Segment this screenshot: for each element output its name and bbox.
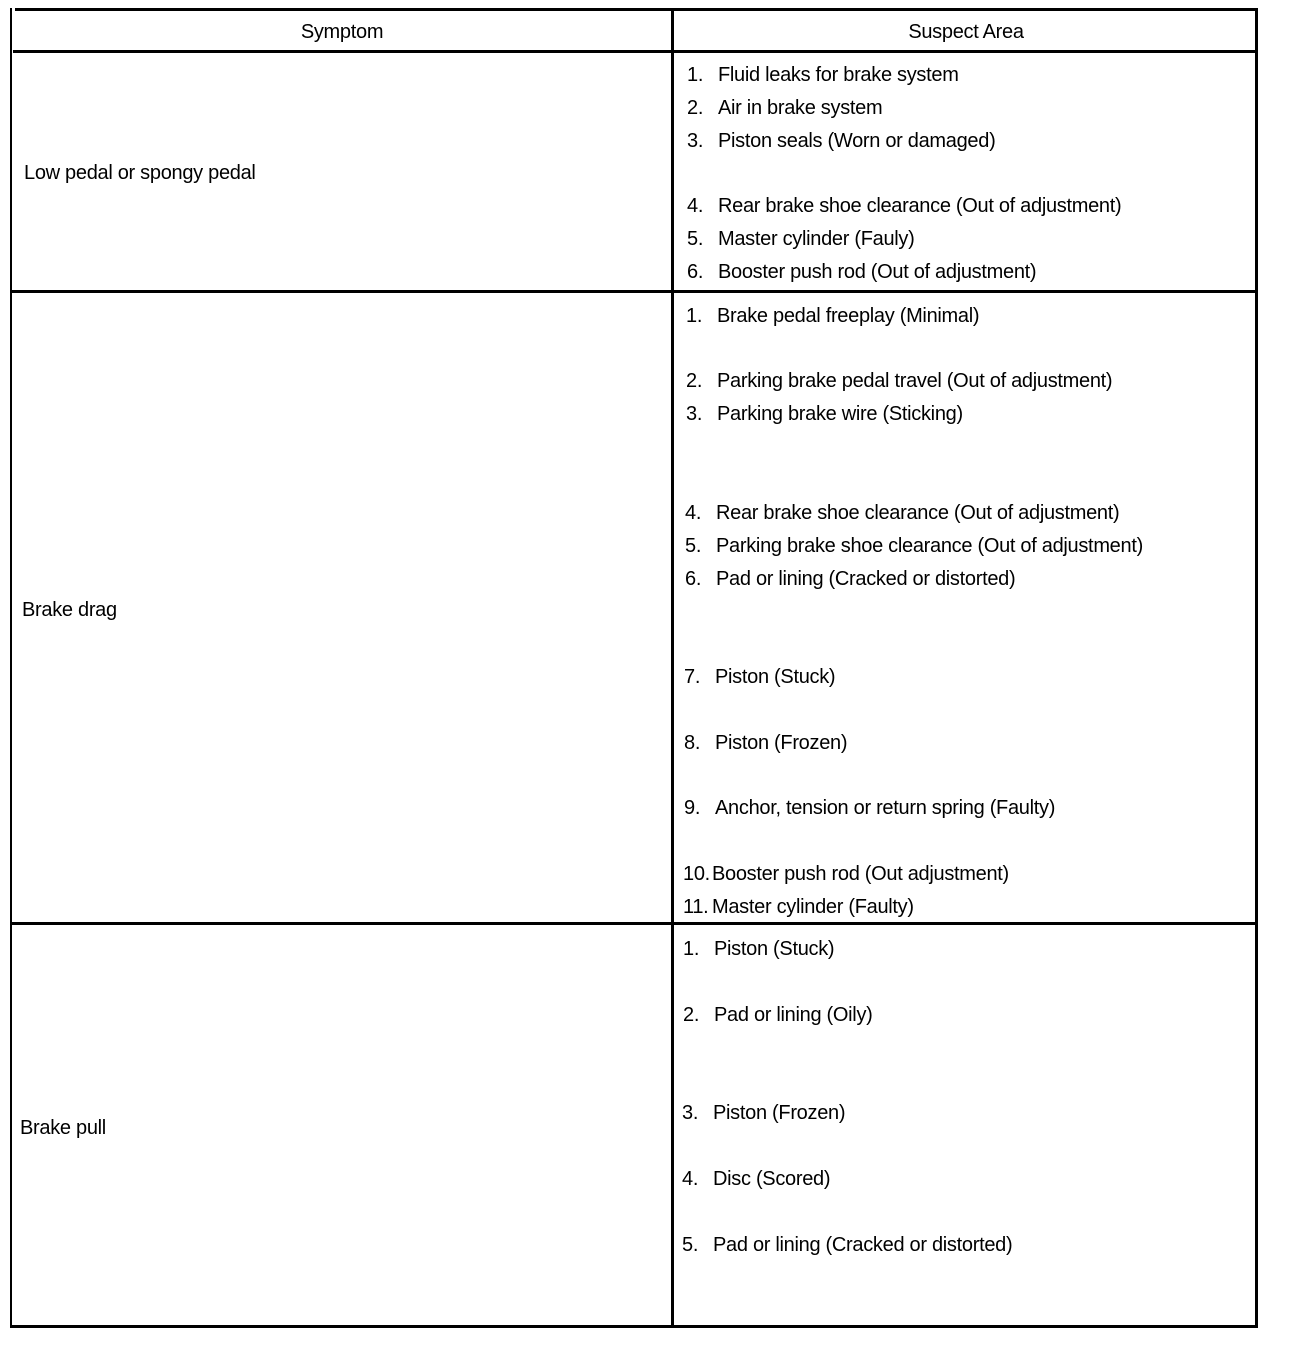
item-text: Piston (Frozen) bbox=[713, 1102, 846, 1124]
item-number: 4. bbox=[682, 1168, 699, 1190]
list-item bbox=[682, 1168, 830, 1191]
item-number: 4. bbox=[685, 502, 702, 524]
item-number: 1. bbox=[683, 938, 700, 960]
table-border-right bbox=[1255, 8, 1258, 1328]
list-item bbox=[684, 797, 1055, 820]
list-item bbox=[684, 666, 835, 689]
item-number: 2. bbox=[686, 370, 703, 392]
item-text: Master cylinder (Fauly) bbox=[718, 228, 915, 250]
list-item bbox=[687, 195, 1121, 218]
list-item bbox=[685, 535, 1143, 558]
list-item bbox=[682, 1234, 1012, 1257]
symptom-brake-pull: Brake pull bbox=[20, 1117, 106, 1139]
item-text: Piston (Stuck) bbox=[714, 938, 835, 960]
list-item bbox=[687, 130, 995, 153]
list-item bbox=[683, 863, 1009, 886]
symptom-low-pedal: Low pedal or spongy pedal bbox=[24, 162, 256, 184]
list-item bbox=[687, 64, 959, 87]
item-text: Piston seals (Worn or damaged) bbox=[718, 130, 996, 152]
item-number: 3. bbox=[686, 403, 703, 425]
item-text: Parking brake pedal travel (Out of adjustment) bbox=[717, 370, 1113, 392]
item-number: 5. bbox=[687, 228, 704, 250]
row-divider-1 bbox=[10, 290, 1258, 293]
column-divider bbox=[671, 8, 674, 1328]
item-number: 6. bbox=[687, 261, 704, 283]
symptom-table bbox=[10, 8, 1258, 1328]
list-item bbox=[685, 568, 1015, 591]
item-number: 11. bbox=[683, 896, 709, 918]
list-item bbox=[683, 938, 834, 961]
item-number: 9. bbox=[684, 797, 701, 819]
item-number: 1. bbox=[687, 64, 704, 86]
item-text: Pad or lining (Cracked or distorted) bbox=[713, 1234, 1013, 1256]
item-text: Fluid leaks for brake system bbox=[718, 64, 959, 86]
item-text: Rear brake shoe clearance (Out of adjustment) bbox=[716, 502, 1120, 524]
item-text: Rear brake shoe clearance (Out of adjustment) bbox=[718, 195, 1122, 217]
item-number: 7. bbox=[684, 666, 701, 688]
table-border-bottom bbox=[10, 1325, 1258, 1328]
item-text: Piston (Frozen) bbox=[715, 732, 848, 754]
list-item bbox=[687, 228, 914, 251]
item-text: Parking brake shoe clearance (Out of adjustment) bbox=[716, 535, 1143, 557]
item-text: Piston (Stuck) bbox=[715, 666, 836, 688]
list-item bbox=[685, 502, 1119, 525]
item-text: Parking brake wire (Sticking) bbox=[717, 403, 963, 425]
list-item bbox=[683, 896, 914, 919]
item-text: Booster push rod (Out of adjustment) bbox=[718, 261, 1037, 283]
list-item bbox=[686, 403, 963, 426]
item-number: 3. bbox=[682, 1102, 699, 1124]
item-number: 10. bbox=[683, 863, 710, 885]
header-suspect-area: Suspect Area bbox=[908, 21, 1024, 43]
item-number: 5. bbox=[682, 1234, 699, 1256]
item-number: 8. bbox=[684, 732, 701, 754]
item-number: 5. bbox=[685, 535, 702, 557]
item-number: 2. bbox=[687, 97, 704, 119]
header-symptom: Symptom bbox=[300, 21, 384, 43]
item-text: Disc (Scored) bbox=[713, 1168, 831, 1190]
item-text: Pad or lining (Oily) bbox=[714, 1004, 873, 1026]
list-item bbox=[687, 97, 882, 120]
item-text: Pad or lining (Cracked or distorted) bbox=[716, 568, 1016, 590]
item-number: 1. bbox=[686, 305, 703, 327]
item-text: Anchor, tension or return spring (Faulty) bbox=[715, 797, 1056, 819]
list-item bbox=[682, 1102, 845, 1125]
list-item bbox=[686, 370, 1112, 393]
list-item bbox=[684, 732, 847, 755]
row-divider-2 bbox=[10, 922, 1258, 925]
list-item bbox=[683, 1004, 873, 1027]
item-number: 3. bbox=[687, 130, 704, 152]
table-border-left bbox=[10, 8, 12, 1328]
symptom-brake-drag: Brake drag bbox=[22, 599, 117, 621]
item-text: Brake pedal freeplay (Minimal) bbox=[717, 305, 980, 327]
list-item bbox=[686, 305, 979, 328]
item-number: 4. bbox=[687, 195, 704, 217]
item-text: Booster push rod (Out adjustment) bbox=[712, 863, 1009, 885]
item-text: Air in brake system bbox=[718, 97, 883, 119]
item-number: 6. bbox=[685, 568, 702, 590]
item-number: 2. bbox=[683, 1004, 700, 1026]
item-text: Master cylinder (Faulty) bbox=[712, 896, 914, 918]
list-item bbox=[687, 261, 1036, 284]
